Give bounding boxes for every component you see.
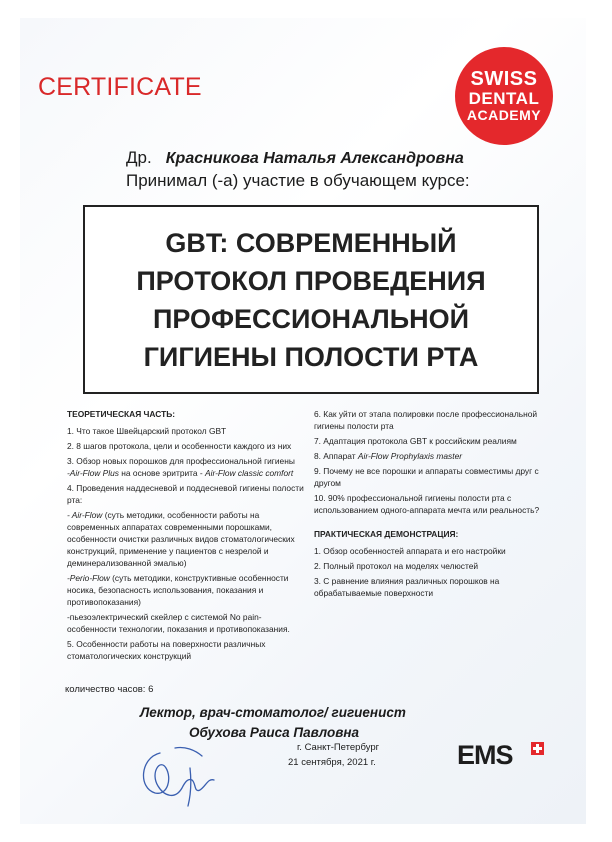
method-name: - Air-Flow — [67, 510, 103, 520]
theory-item-text: 8. Аппарат — [314, 451, 358, 461]
course-title-line: ПРОТОКОЛ ПРОВЕДЕНИЯ — [136, 265, 486, 296]
participant-name: Красникова Наталья Александровна — [165, 150, 464, 167]
logo-line-2: DENTAL — [468, 89, 540, 109]
powder-name: -Air-Flow Plus — [67, 468, 119, 478]
course-title-line: GBT: СОВРЕМЕННЫЙ — [165, 227, 457, 258]
swiss-dental-academy-logo — [455, 47, 553, 145]
theory-item-text: на основе эритрита - — [118, 468, 205, 478]
theory-subitem: -пьезоэлектрический скейлер с системой No pain-особенности технологии, показания и противопоказания. — [67, 612, 290, 634]
logo-line-3: ACADEMY — [466, 107, 542, 124]
theory-column-continued — [314, 408, 549, 602]
participant-prefix: Др. — [126, 148, 152, 167]
theory-item: 10. 90% профессиональной гигиены полости рта с использованием одного-аппарата мечта или реальность? — [314, 493, 540, 515]
practice-item: 3. С равнение влияния различных порошков на обрабатываемые поверхности — [314, 576, 500, 598]
theory-item: 2. 8 шагов протокола, цели и особенности каждого из них — [67, 441, 292, 451]
powder-name: Air-Flow classic comfort — [205, 468, 294, 478]
practice-item: 1. Обзор особенностей аппарата и его настройки — [314, 546, 506, 556]
theory-column — [67, 408, 307, 665]
theory-item: 4. Проведения наддесневой и поддесневой гигиены полости рта: — [67, 483, 304, 505]
theory-item: 1. Что такое Швейцарский протокол GBT — [67, 426, 227, 436]
theory-subitem — [67, 509, 307, 569]
course-title-box — [83, 205, 539, 394]
theory-item — [314, 450, 549, 462]
lector-name: Обухова Раиса Павловна — [189, 725, 360, 740]
theory-item-text: 3. Обзор новых порошков для профессиональной гигиены — [67, 456, 295, 466]
practice-heading: ПРАКТИЧЕСКАЯ ДЕМОНСТРАЦИЯ: — [314, 529, 459, 539]
certificate-date: 21 сентября, 2021 г. — [288, 757, 376, 768]
theory-subitem — [67, 572, 307, 608]
lector-role: Лектор, врач-стоматолог/ гигиенист — [140, 705, 406, 720]
ems-logo: EMS — [457, 740, 513, 770]
theory-item: 5. Особенности работы на поверхности различных стоматологических конструкций — [67, 639, 266, 661]
certificate-title: CERTIFICATE — [38, 73, 202, 101]
theory-item: 9. Почему не все порошки и аппараты совместимы друг с другом — [314, 466, 539, 488]
theory-item-text: (суть методики, особенности работы на современных аппаратах современными порошками, особенности очистки различных видов стоматологических конструкций, применение у пациентов с незрелой и деминерализованной эмалью) — [67, 510, 295, 568]
course-title-line: ГИГИЕНЫ ПОЛОСТИ РТА — [143, 341, 479, 372]
participation-text: Принимал (-а) участие в обучающем курсе: — [126, 171, 470, 190]
hours-count: количество часов: 6 — [65, 684, 154, 695]
swiss-cross-icon — [531, 742, 544, 755]
theory-item: 6. Как уйти от этапа полировки после профессиональной гигиены полости рта — [314, 409, 538, 431]
course-title-line: ПРОФЕССИОНАЛЬНОЙ — [152, 303, 470, 334]
theory-item — [67, 455, 307, 479]
city: г. Санкт-Петербург — [297, 742, 380, 753]
method-name: -Perio-Flow — [67, 573, 110, 583]
logo-line-1: SWISS — [470, 68, 538, 91]
theory-item-text: (суть методики, конструктивные особенности носика, безопасность использования, показания и противопоказания) — [67, 573, 289, 607]
theory-heading: ТЕОРЕТИЧЕСКАЯ ЧАСТЬ: — [67, 409, 176, 419]
participant-line — [126, 148, 464, 168]
theory-item: 7. Адаптация протокола GBT к российским реалиям — [314, 436, 517, 446]
practice-item: 2. Полный протокол на моделях челюстей — [314, 561, 479, 571]
device-name: Air-Flow Prophylaxis master — [357, 451, 463, 461]
handwritten-signature — [130, 738, 240, 808]
